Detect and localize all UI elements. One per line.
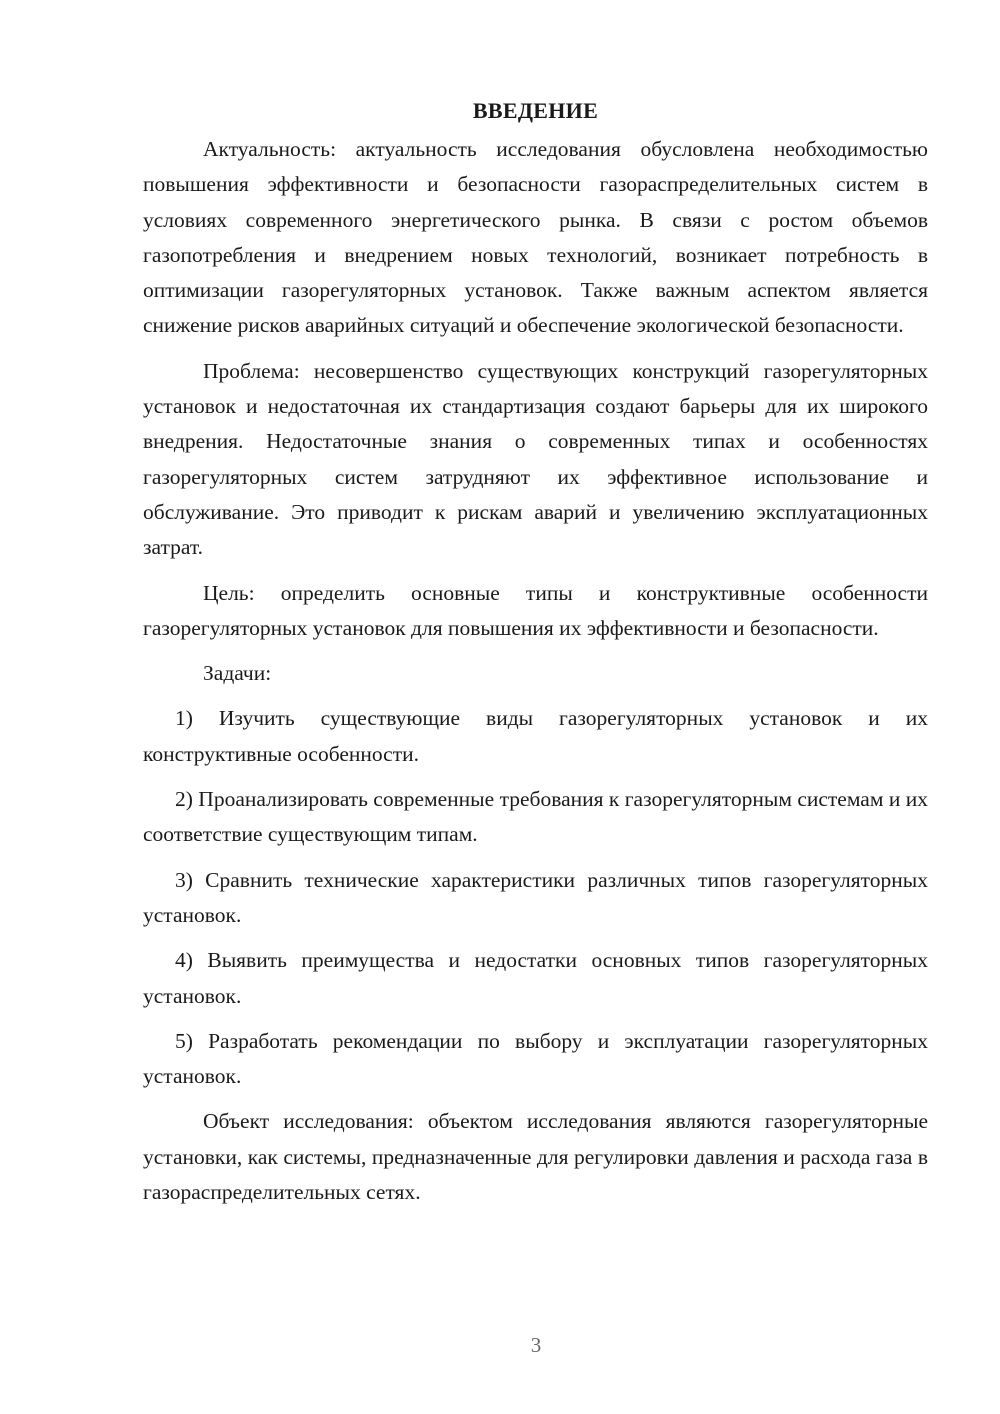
task-item-2: 2) Проанализировать современные требования к газорегуляторным системам и их соответствие существующим типам. bbox=[143, 787, 928, 847]
task-item-3: 3) Сравнить технические характеристики различных типов газорегуляторных установок. bbox=[143, 867, 928, 927]
goal-paragraph: Цель: определить основные типы и конструктивные особенности газорегуляторных установок для повышения их эффективности и безопасности. bbox=[143, 580, 928, 640]
object-paragraph: Объект исследования: объектом исследования являются газорегуляторные установки, как системы, предназначенные для регулировки давления и расхода газа в газораспределительных сетях. bbox=[143, 1109, 928, 1205]
page-number: 3 bbox=[530, 1333, 542, 1357]
document-page bbox=[143, 96, 928, 1220]
section-heading: ВВЕДЕНИЕ bbox=[472, 98, 599, 123]
task-item-4: 4) Выявить преимущества и недостатки основных типов газорегуляторных установок. bbox=[143, 948, 928, 1008]
task-item-5: 5) Разработать рекомендации по выбору и эксплуатации газорегуляторных установок. bbox=[143, 1028, 928, 1089]
tasks-label: Задачи: bbox=[203, 661, 272, 686]
relevance-paragraph: Актуальность: актуальность исследования обусловлена необходимостью повышения эффективности и безопасности газораспределительных систем в условиях современного энергетического рынка. В связи с ростом объемов газопотребления и внедрением новых технологий, возникает потребность в оптимизации газорегуляторных установок. Также важным аспектом является снижение рисков аварийных ситуаций и обеспечение экологической безопасности. bbox=[143, 137, 928, 338]
problem-paragraph: Проблема: несовершенство существующих конструкций газорегуляторных установок и недостаточная их стандартизация создают барьеры для их широкого внедрения. Недостаточные знания о современных типах и особенностях газорегуляторных систем затрудняют их эффективное использование и обслуживание. Это приводит к рискам аварий и увеличению эксплуатационных затрат. bbox=[143, 358, 928, 560]
task-item-1: 1) Изучить существующие виды газорегуляторных установок и их конструктивные особенности. bbox=[143, 706, 928, 766]
